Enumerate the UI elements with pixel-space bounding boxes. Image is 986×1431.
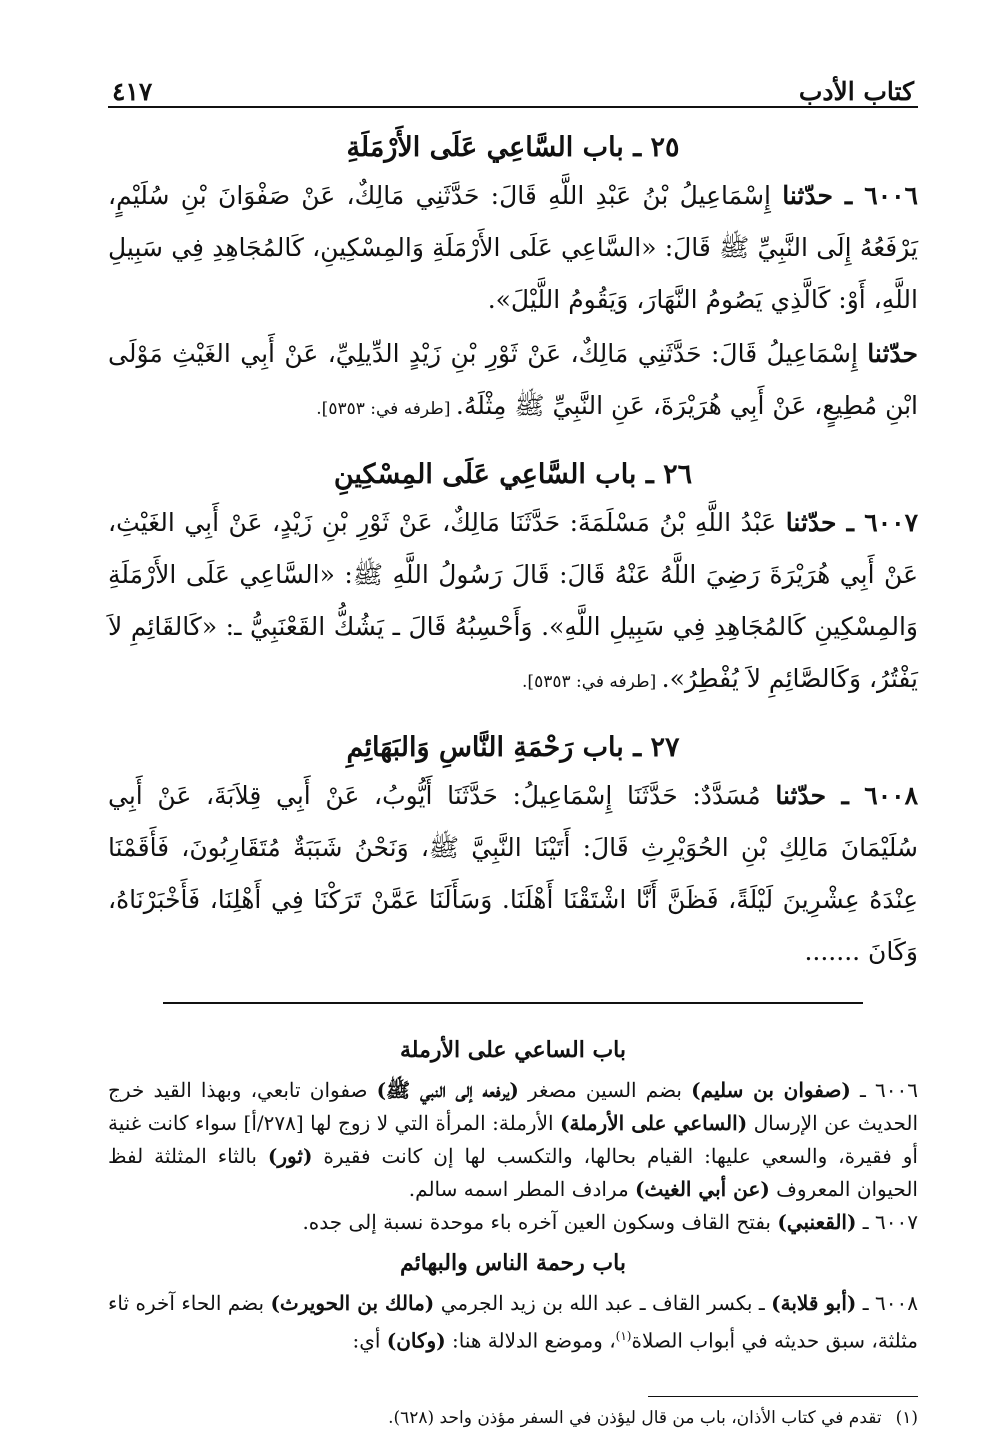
chapter-heading-27: ٢٧ ـ باب رَحْمَةِ النَّاسِ وَالبَهَائِمِ (346, 732, 680, 763)
text-commentary-divider (163, 1002, 863, 1004)
commentary-term: (ثور) (267, 1144, 313, 1168)
footnote-marker: (١) (615, 1329, 632, 1343)
commentary-term: (مالك بن الحويرث) (270, 1291, 435, 1315)
hadith-6007 (108, 497, 918, 708)
hadith-6008 (108, 770, 918, 978)
commentary-number: ٦٠٠٧ ـ (856, 1210, 918, 1234)
commentary-number: ٦٠٠٨ ـ (856, 1291, 918, 1315)
hadith-text: عَبْدُ اللَّهِ بْنُ مَسْلَمَةَ: حَدَّثَنَا مَالِكٌ، عَنْ ثَوْرِ بْنِ زَيْدٍ، عَنْ أَبِي الغَيْثِ، عَنْ أَبِي هُرَيْرَةَ رَضِيَ اللَّهُ عَنْهُ قَالَ: قَالَ رَسُولُ اللَّهِ ﷺ: «السَّاعِي عَلَى الأَرْمَلَةِ وَالمِسْكِينِ كَالمُجَاهِدِ فِي سَبِيلِ اللَّهِ». وَأَحْسِبُهُ قَالَ ـ يَشُكُّ القَعْنَبِيُّ ـ: «كَالقَائِمِ لاَ يَفْتُرُ، وَكَالصَّائِمِ لاَ يُفْطِرُ». (108, 508, 918, 693)
commentary-6007 (108, 1206, 918, 1239)
hadith-6006 (108, 170, 918, 326)
footnote (108, 1405, 918, 1431)
commentary-6008 (108, 1287, 918, 1358)
hadith-lead: ٦٠٠٦ ـ حدّثنا (782, 181, 918, 210)
commentary-term: (القعنبي) (777, 1210, 857, 1234)
commentary-term: (عن أبي الغيث) (635, 1177, 770, 1201)
footnote-text: تقدم في كتاب الأذان، باب من قال ليؤذن في السفر مؤذن واحد (٦٢٨). (388, 1407, 882, 1428)
commentary-6006 (108, 1074, 918, 1206)
commentary-text: صفوان تابعي، وبهذا القيد خرج الحديث عن الإرسال (108, 1078, 919, 1135)
hadith-lead: ٦٠٠٧ ـ حدّثنا (785, 508, 918, 537)
commentary-heading-2: باب رحمة الناس والبهائم (400, 1250, 626, 1276)
commentary-term: (صفوان بن سليم) (691, 1078, 851, 1102)
hadith-text: مُسَدَّدٌ: حَدَّثَنَا إِسْمَاعِيلُ: حَدَّثَنَا أَيُّوبُ، عَنْ أَبِي قِلاَبَةَ، عَنْ أَبِي سُلَيْمَانَ مَالِكِ بْنِ الحُوَيْرِثِ قَالَ: أَتَيْنَا النَّبِيَّ ﷺ، وَنَحْنُ شَبَبَةٌ مُتَقَارِبُونَ، فَأَقَمْنَا عِنْدَهُ عِشْرِينَ لَيْلَةً، فَظَنَّ أَنَّا اشْتَقْنَا أَهْلَنَا. وَسَأَلَنَا عَمَّنْ تَرَكْنَا فِي أَهْلِنَا، فَأَخْبَرْنَاهُ، وَكَانَ ....... (108, 781, 919, 966)
commentary-text: الأرملة: المرأة التي لا زوج لها [٢٧٨/أ] سواء كانت غنية أو فقيرة، والسعي عليها: القيام بحالها، والتكسب لها إن كانت فقيرة (108, 1111, 918, 1168)
hadith-lead: حدّثنا (867, 339, 918, 368)
commentary-text: بفتح القاف وسكون العين آخره باء موحدة نسبة إلى جده. (302, 1210, 778, 1234)
commentary-number: ٦٠٠٦ ـ (850, 1078, 918, 1102)
chapter-heading-25: ٢٥ ـ باب السَّاعِي عَلَى الأَرْمَلَةِ (346, 132, 680, 163)
commentary-text: ـ بكسر القاف ـ عبد الله بن زيد الجرمي (434, 1291, 772, 1315)
hadith-text: إِسْمَاعِيلُ بْنُ عَبْدِ اللَّهِ قَالَ: حَدَّثَنِي مَالِكٌ، عَنْ صَفْوَانَ بْنِ سُلَيْمٍ، يَرْفَعُهُ إِلَى النَّبِيِّ ﷺ قَالَ: «السَّاعِي عَلَى الأَرْمَلَةِ وَالمِسْكِينِ، كَالمُجَاهِدِ فِي سَبِيلِ اللَّهِ، أَوْ: كَالَّذِي يَصُومُ النَّهَارَ، وَيَقُومُ اللَّيْلَ». (108, 181, 918, 314)
running-header (108, 60, 918, 108)
footnote-number: (١) (895, 1407, 918, 1428)
page-number: ٤١٧ (112, 77, 153, 106)
chapter-heading-26: ٢٦ ـ باب السَّاعِي عَلَى المِسْكِينِ (333, 459, 693, 490)
cross-reference: [طرفه في: ٥٣٥٣]. (316, 399, 456, 419)
commentary-text: مرادف المطر اسمه سالم. (408, 1177, 636, 1201)
hadith-6006-second-chain (108, 328, 918, 435)
commentary-heading-1: باب الساعي على الأرملة (399, 1037, 626, 1063)
book-page (108, 60, 918, 1431)
commentary-text: أي: (352, 1328, 387, 1353)
cross-reference: [طرفه في: ٥٣٥٣]. (522, 672, 662, 692)
running-title: كتاب الأدب (798, 77, 914, 106)
commentary-term: (الساعي على الأرملة) (560, 1111, 748, 1135)
commentary-term: (وكان) (386, 1328, 446, 1353)
commentary-text: ، وموضع الدلالة هنا: (445, 1328, 616, 1353)
commentary-text: بضم السين مصغر (518, 1078, 692, 1102)
commentary-text: بالثاء المثلثة لفظ الحيوان المعروف (108, 1144, 918, 1201)
commentary-text: بضم الحاء آخره ثاء مثلثة، سبق حديثه في أبواب الصلاة (108, 1291, 918, 1353)
commentary-term: (يرفعه إلى النبي ﷺ) (376, 1078, 519, 1102)
hadith-text: إِسْمَاعِيلُ قَالَ: حَدَّثَنِي مَالِكٌ، عَنْ ثَوْرِ بْنِ زَيْدٍ الدِّيلِيِّ، عَنْ أَبِي الغَيْثِ مَوْلَى ابْنِ مُطِيعٍ، عَنْ أَبِي هُرَيْرَةَ، عَنِ النَّبِيِّ ﷺ مِثْلَهُ. (108, 339, 918, 420)
commentary-term: (أبو قلابة) (771, 1291, 857, 1315)
hadith-lead: ٦٠٠٨ ـ حدّثنا (775, 781, 918, 810)
